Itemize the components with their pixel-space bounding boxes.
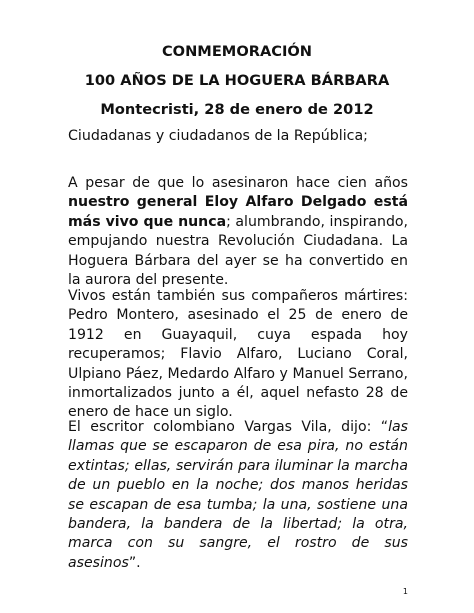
- paragraph-vargas-vila: [68, 418, 408, 573]
- paragraph-vargas-vila-text-a: El escritor colombiano Vargas Vila, dijo: “: [68, 419, 389, 435]
- paragraph-alfaro-text-b: ; alumbrando, inspirando, empujando nuestra Revolución Ciudadana. La Hoguera Bárbara del ayer se ha convertido en la aurora del presente.: [68, 213, 409, 289]
- paragraph-martyrs: Vivos están también sus compañeros mártires: Pedro Montero, asesinado el 25 de enero de 1912 en Guayaquil, cuya espada hoy recuperamos; Flavio Alfaro, Luciano Coral, Ulpiano Páez, Medardo Alfaro y Manuel Serrano, inmortalizados junto a él, aquel nefasto 28 de enero de hace un siglo.: [68, 288, 408, 421]
- document-heading-title: 100 AÑOS DE LA HOGUERA BÁRBARA: [84, 72, 390, 89]
- paragraph-vargas-vila-text-b: ”.: [128, 554, 141, 571]
- paragraph-alfaro-text-a: A pesar de que lo asesinaron hace cien años: [68, 175, 408, 191]
- document-heading-place-date: Montecristi, 28 de enero de 2012: [100, 101, 374, 118]
- document-heading-conmemoracion: CONMEMORACIÓN: [161, 43, 313, 60]
- paragraph-vargas-vila-quote: las llamas que se escaparon de esa pira, no están extintas; ellas, servirán para iluminar la marcha de un pueblo en la noche; dos manos heridas se escapan de esa tumba; la una, sostiene una bandera, la bandera de la libertad; la otra, marca con su sangre, el rostro de sus asesinos: [68, 419, 408, 571]
- page-number: 1: [402, 587, 408, 596]
- paragraph-alfaro: [68, 174, 408, 290]
- paragraph-alfaro-bold-text: nuestro general Eloy Alfaro Delgado está más vivo que nunca: [68, 194, 408, 230]
- salutation: Ciudadanas y ciudadanos de la República;: [68, 128, 368, 144]
